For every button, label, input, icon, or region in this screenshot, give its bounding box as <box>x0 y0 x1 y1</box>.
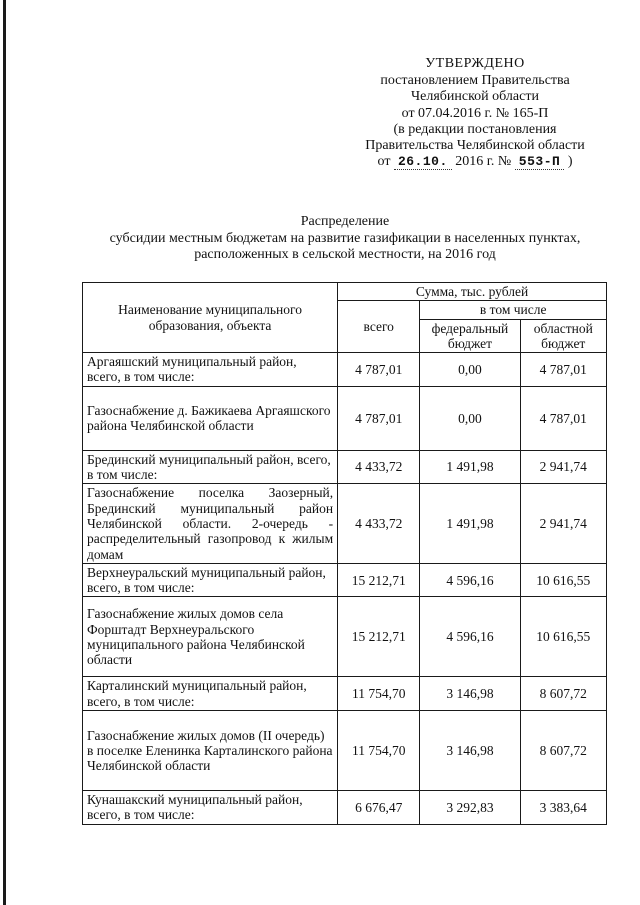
heading-line: субсидии местным бюджетам на развитие газификации в населенных пунктах, <box>109 230 581 246</box>
row-name: Газоснабжение жилых домов села Форштадт Верхнеуральского муниципального района Челябинской области <box>83 597 338 677</box>
row-name: Верхнеуральский муниципальный район, всего, в том числе: <box>83 563 338 597</box>
amendment-suffix: ) <box>567 154 573 170</box>
heading-title: Распределение <box>300 214 390 229</box>
row-name: Карталинский муниципальный район, всего, в том числе: <box>83 677 338 711</box>
approval-line: Челябинской области <box>411 89 539 105</box>
table-row <box>83 711 607 791</box>
heading-line: расположенных в сельской местности, на 2016 год <box>194 247 496 262</box>
table-row <box>83 791 607 825</box>
amendment-date-stamp: 26.10. <box>394 154 452 170</box>
header-sum: Сумма, тыс. рублей <box>338 283 607 301</box>
row-regional: 10 616,55 <box>520 563 606 597</box>
amendment-mid: 2016 г. № <box>455 154 512 170</box>
row-name: Газоснабжение поселка Заозерный, Брединский муниципальный район Челябинской области. 2-очередь - распределительный газопровод к жилым домам <box>83 484 338 563</box>
row-regional: 3 383,64 <box>520 791 606 825</box>
header-name: Наименование муниципального образования, объекта <box>83 283 338 353</box>
row-regional: 8 607,72 <box>520 711 606 791</box>
row-regional: 2 941,74 <box>520 450 606 484</box>
approval-line: (в редакции постановления <box>393 121 557 137</box>
row-name: Газоснабжение д. Бажикаева Аргаяшского района Челябинской области <box>83 386 338 450</box>
row-federal: 3 146,98 <box>420 677 520 711</box>
row-federal: 0,00 <box>420 386 520 450</box>
amendment-line <box>340 154 610 170</box>
row-federal: 3 146,98 <box>420 711 520 791</box>
approval-line: Правительства Челябинской области <box>365 138 585 154</box>
table-row <box>83 450 607 484</box>
row-total: 6 676,47 <box>338 791 420 825</box>
approval-block <box>340 56 610 170</box>
row-total: 11 754,70 <box>338 677 420 711</box>
row-federal: 1 491,98 <box>420 484 520 563</box>
document-heading <box>80 214 610 264</box>
approval-line: постановлением Правительства <box>380 73 570 89</box>
header-including: в том числе <box>420 301 607 319</box>
row-regional: 10 616,55 <box>520 597 606 677</box>
row-name: Брединский муниципальный район, всего, в том числе: <box>83 450 338 484</box>
row-name: Кунашакский муниципальный район, всего, в том числе: <box>83 791 338 825</box>
row-total: 4 787,01 <box>338 386 420 450</box>
row-total: 11 754,70 <box>338 711 420 791</box>
table-row <box>83 563 607 597</box>
row-total: 15 212,71 <box>338 563 420 597</box>
approval-title: УТВЕРЖДЕНО <box>425 56 525 71</box>
row-federal: 1 491,98 <box>420 450 520 484</box>
scan-edge-line <box>3 0 6 905</box>
table-row <box>83 484 607 563</box>
row-federal: 0,00 <box>420 353 520 387</box>
row-total: 4 433,72 <box>338 450 420 484</box>
distribution-table <box>82 282 607 825</box>
row-regional: 2 941,74 <box>520 484 606 563</box>
header-regional: областной бюджет <box>520 319 606 353</box>
header-federal: федеральный бюджет <box>420 319 520 353</box>
row-federal: 4 596,16 <box>420 597 520 677</box>
table-row <box>83 353 607 387</box>
amendment-number-stamp: 553-П <box>515 154 565 170</box>
approval-line: от 07.04.2016 г. № 165-П <box>401 105 549 121</box>
table-row <box>83 386 607 450</box>
row-federal: 3 292,83 <box>420 791 520 825</box>
row-regional: 4 787,01 <box>520 353 606 387</box>
row-name: Аргаяшский муниципальный район, всего, в том числе: <box>83 353 338 387</box>
row-name: Газоснабжение жилых домов (II очередь) в поселке Еленинка Карталинского района Челябинской области <box>83 711 338 791</box>
row-regional: 4 787,01 <box>520 386 606 450</box>
table-row <box>83 597 607 677</box>
amendment-prefix: от <box>377 154 391 170</box>
row-total: 4 433,72 <box>338 484 420 563</box>
table-row <box>83 677 607 711</box>
row-total: 4 787,01 <box>338 353 420 387</box>
row-total: 15 212,71 <box>338 597 420 677</box>
row-regional: 8 607,72 <box>520 677 606 711</box>
row-federal: 4 596,16 <box>420 563 520 597</box>
header-total: всего <box>338 301 420 353</box>
